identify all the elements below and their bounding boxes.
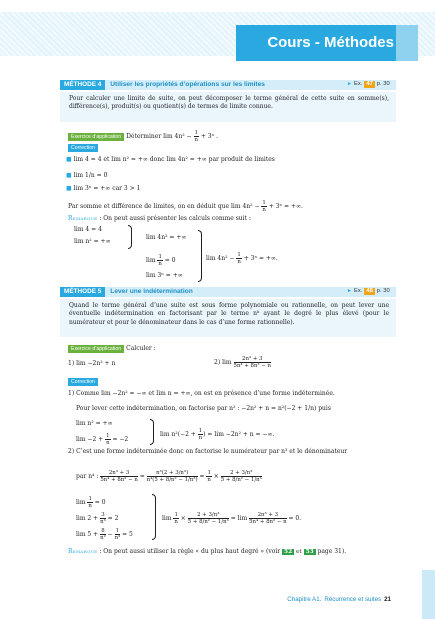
scheme-line-5: lim 3ⁿ = +∞ [146, 272, 183, 279]
remark-text: : On peut aussi présenter les calculs comme suit : [99, 215, 251, 222]
method4-intro-box [60, 92, 396, 122]
remark-ref-53[interactable]: 53 [305, 549, 314, 555]
ref-number: 48 [366, 288, 373, 294]
correction-2: 2) C’est une forme indéterminée donc on factorise le numérateur par n³ et le dénominateur [68, 448, 348, 455]
question-1-number: 1) [68, 360, 75, 367]
bullet-icon: ■ [66, 172, 72, 179]
page-header [0, 0, 435, 68]
scheme-line-3: lim 4n² = +∞ [146, 234, 187, 241]
page-number: 21 [384, 596, 391, 603]
method4-bullet-3 [66, 185, 396, 193]
method5-exercise-ref[interactable] [347, 288, 390, 295]
brace [128, 225, 132, 249]
method5-label: MÉTHODE 5 [60, 287, 105, 297]
method4-intro: Pour calculer une limite de suite, on peut décomposer le terme général de cette suite en somme(s), différence(s), produit(s) ou quotient(s) de termes de limite connue. [69, 95, 389, 111]
bullet-icon: ■ [66, 156, 72, 163]
method5-remark [68, 548, 398, 556]
question-2-number: 2) [214, 359, 221, 366]
method4-conclusion [68, 200, 398, 213]
scheme-line-2: lim n² = +∞ [74, 238, 111, 245]
ref-prefix: Ex. [353, 81, 363, 87]
method4-bullet-2 [66, 172, 396, 180]
corr1-line-2: lim −2 + $\frac{1}{n}$ = −2 [76, 433, 129, 446]
correction-1: 1) Comme lim −2n² = −∞ et lim n = +∞, on est en présence d’une forme indéterminée. [68, 390, 335, 397]
correction-1b: Pour lever cette indétermination, on factorise par n² : −2n² + n = n²(−2 + 1/n) puis [76, 405, 331, 412]
bullet-1-text: lim 4 = 4 et lim n² = +∞ donc lim 4n² = +∞ par produit de limites [73, 156, 275, 163]
method4-remark [68, 215, 398, 223]
exercise-tag: Exercice d’application [68, 345, 124, 353]
method4-exercise-ref[interactable] [347, 81, 390, 88]
question-2: 2) lim $\frac{\text{2n³ + 3}}{\text{5n⁴ + 8n² − n}}$ [214, 356, 272, 369]
ref-page: p. 30 [376, 288, 390, 294]
exercise-tag: Exercice d’application [68, 133, 124, 141]
method4-correction-tag-line [68, 144, 98, 152]
remark-text: : On peut aussi utiliser la règle « du plus haut degré » (voir [99, 548, 281, 555]
ref-number: 47 [366, 81, 373, 87]
exercise-text: Déterminer [126, 133, 162, 140]
scheme-line-1: lim 4 = 4 [74, 226, 102, 233]
ref-prefix: Ex. [353, 288, 363, 294]
ref-page: p. 30 [376, 81, 390, 87]
corr2-result: lim $\frac{1}{n}$ × $\frac{\text{2 + 3/n³}}{\text{5 + 8/n² − 1/n³}}$ = lim $\frac{\text{2n³ + 3}}{\text{5n⁴ + 8n² − n}}$ = 0. [162, 512, 302, 525]
remark-end: page 31). [317, 548, 347, 555]
brace [150, 419, 154, 445]
method5-intro: Quand le terme général d’une suite est sous forme polynomiale ou rationnelle, on peut lever une éventuelle indétermination en factorisant par le terme nᵏ ayant le degré le plus élevé (pour le numérateur et pour le dénominateur dans le cas d’une forme rationnelle). [69, 302, 389, 326]
triangle-right-icon: ► [347, 81, 352, 88]
method4-bullet-1 [66, 156, 396, 164]
corr2-line-3: lim 5 + $\frac{8}{\text{n²}}$ − $\frac{1}{\text{n³}}$ = 5 [76, 528, 133, 541]
scheme-result: lim 4n² − $\frac{1}{n}$ + 3ⁿ = +∞. [206, 252, 278, 265]
footer-chapter: Chapitre A1. [287, 596, 322, 603]
corr1-result: lim n²(−2 + $\frac{1}{n}$ ) = lim −2n² + n = −∞. [160, 428, 275, 441]
triangle-right-icon: ► [347, 288, 352, 295]
corr2-line-1: lim $\frac{1}{n}$ = 0 [76, 496, 106, 509]
side-tab [422, 570, 435, 619]
exercise-text: Calculer : [126, 345, 156, 352]
correction-tag: Correction [68, 144, 98, 152]
correction-2b-text: par n⁴ : [76, 473, 99, 480]
method4-title: Utiliser les propriétés d’opérations sur les limites [110, 80, 265, 88]
footer-title: Récurrence et suites [324, 596, 382, 603]
conclusion-text: Par somme et différence de limites, on en déduit que [68, 203, 230, 210]
conclusion-formula: lim 4n² − $\frac{1}{n}$ + 3ⁿ = +∞. [231, 200, 303, 213]
method4-label: MÉTHODE 4 [60, 80, 105, 90]
remark-label: Remarque [68, 548, 98, 555]
page-footer [287, 596, 391, 604]
method5-correction-tag-line [68, 378, 98, 386]
page-title: Cours - Méthodes [267, 34, 394, 51]
method4-exercise-line [68, 130, 218, 143]
method5-intro-box [60, 299, 396, 337]
method5-title: Lever une indétermination [110, 287, 193, 295]
exercise-formula: lim 4n² − $\frac{1}{n}$ + 3ⁿ . [163, 130, 219, 143]
bullet-3-text: lim 3ⁿ = +∞ car 3 > 1 [73, 185, 141, 192]
question-1: 1) lim −2n² + n [68, 360, 116, 367]
remark-and: et [295, 549, 302, 555]
scheme-line-4: lim $\frac{1}{n}$ = 0 [146, 254, 176, 267]
correction-tag: Correction [68, 378, 98, 386]
corr2-line-2: lim 2 + $\frac{3}{\text{n³}}$ = 2 [76, 512, 119, 525]
method5-exercise-line [68, 345, 156, 353]
bullet-2-text: lim 1/n = 0 [73, 172, 108, 179]
remark-label: Remarque [68, 215, 98, 222]
correction-2b: par n⁴ : $\frac{\text{2n³ + 3}}{\text{5n⁴ + 8n² − n}}$ = $\frac{\text{n³(2 + 3/n³)}}{\text{n⁴(5 + 8/n² − 1/n³)}}$ = $\frac{1}{n}$ × $\frac{\text{2 + 3/n³}}{\text{5 + 8/n² − 1/n³}}$ [76, 470, 262, 483]
method5-bar [60, 287, 396, 297]
bullet-icon: ■ [66, 185, 72, 192]
remark-ref-52[interactable]: 52 [284, 549, 293, 555]
brace [152, 494, 156, 540]
brace [198, 230, 202, 282]
remark-refs [282, 549, 317, 555]
corr1-line-1: lim n² = +∞ [76, 420, 113, 427]
method4-bar [60, 80, 396, 90]
